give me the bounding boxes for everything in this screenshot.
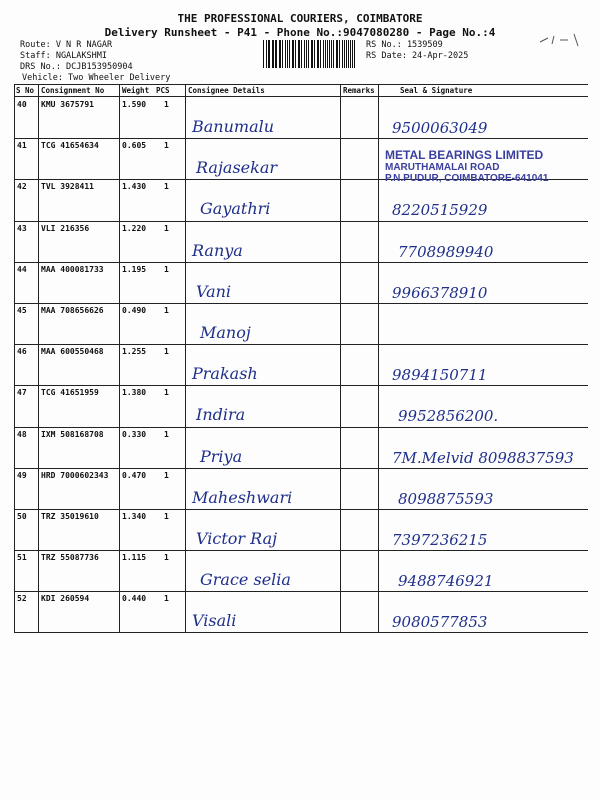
barcode-bar	[293, 40, 294, 68]
row-sno: 48	[17, 429, 27, 439]
barcode-bar	[299, 40, 300, 68]
row-consignee-handwritten: Manoj	[200, 323, 251, 342]
barcode-bar	[312, 40, 313, 68]
barcode-bar	[333, 40, 334, 68]
barcode-bar	[304, 40, 305, 68]
row-consignment-no: IXM 508168708	[41, 429, 104, 439]
table-bottom-border	[14, 632, 588, 633]
barcode-bar	[318, 40, 319, 68]
drs-label: DRS No.: DCJB153950904	[20, 62, 133, 72]
row-consignment-no: KMU 3675791	[41, 100, 94, 109]
row-pcs: 1	[164, 141, 169, 151]
barcode-bar	[348, 40, 349, 68]
row-consignee-handwritten: Visali	[192, 611, 237, 631]
barcode-bar	[275, 40, 276, 68]
row-signature-handwritten: 9952856200.	[398, 407, 499, 426]
row-divider	[14, 221, 588, 222]
barcode-bar	[295, 40, 296, 68]
barcode-bar	[311, 40, 312, 68]
staff-label: Staff: NGALAKSHMI	[20, 51, 107, 61]
barcode-bar	[269, 40, 270, 68]
row-consignee-handwritten: Indira	[196, 405, 246, 425]
row-sno: 51	[17, 553, 27, 563]
barcode-bar	[276, 40, 277, 68]
row-signature-handwritten: 9894150711	[392, 366, 488, 385]
row-weight: 0.605	[122, 141, 147, 151]
row-weight: 1.115	[122, 553, 147, 563]
barcode-bar	[331, 40, 332, 68]
row-signature-handwritten: 9488746921	[398, 572, 494, 591]
row-consignment-no: TCG 41654634	[41, 141, 99, 151]
row-sno: 44	[17, 264, 27, 274]
barcode-bar	[279, 40, 280, 68]
row-pcs: 1	[164, 223, 169, 233]
barcode-bar	[336, 40, 337, 68]
row-pcs: 1	[164, 100, 169, 109]
barcode-bar	[317, 40, 318, 68]
barcode-bar	[314, 40, 315, 68]
stamp-line-2: MARUTHAMALAI ROAD	[385, 162, 500, 173]
row-sno: 41	[17, 141, 27, 151]
row-weight: 1.195	[122, 264, 147, 274]
row-weight: 1.380	[122, 388, 147, 398]
barcode-bar	[354, 40, 355, 68]
row-sno: 40	[17, 100, 27, 109]
row-consignee-handwritten: Victor Raj	[196, 529, 278, 548]
row-signature-handwritten: 7708989940	[398, 242, 494, 261]
corner-scribble-icon	[538, 30, 588, 50]
vehicle-label: Vehicle: Two Wheeler Delivery	[22, 73, 171, 83]
row-consignee-handwritten: Banumalu	[192, 117, 275, 136]
row-pcs: 1	[164, 388, 169, 398]
runsheet-title: THE PROFESSIONAL COURIERS, COIMBATORE	[177, 12, 423, 25]
barcode-bar	[339, 40, 341, 68]
row-consignment-no: KDI 260594	[41, 594, 90, 604]
row-weight: 1.220	[122, 223, 147, 233]
row-sno: 49	[17, 470, 27, 480]
barcode-bar	[289, 40, 290, 68]
runsheet-subtitle: Delivery Runsheet - P41 - Phone No.:9047080280 - Page No.:4	[104, 26, 496, 39]
row-weight: 1.430	[122, 182, 147, 192]
row-divider	[14, 262, 588, 263]
row-divider	[14, 303, 588, 304]
col-header-seal: Seal & Signature	[400, 86, 473, 95]
row-divider	[14, 385, 588, 386]
row-divider	[14, 427, 588, 428]
row-weight: 0.490	[122, 306, 147, 315]
row-pcs: 1	[164, 264, 169, 274]
barcode-bar	[350, 40, 351, 68]
row-divider	[14, 344, 588, 345]
row-sno: 50	[17, 512, 27, 521]
row-signature-handwritten: 9500063049	[392, 119, 488, 137]
row-consignment-no: VLI 216356	[41, 223, 90, 233]
row-consignment-no: TRZ 55087736	[41, 553, 99, 563]
row-signature-handwritten: 8220515929	[392, 201, 488, 220]
row-consignment-no: TRZ 35019610	[41, 512, 99, 521]
barcode-bar	[337, 40, 338, 68]
row-sno: 42	[17, 182, 27, 192]
header-bottom-border	[14, 96, 588, 97]
row-consignment-no: HRD 7000602343	[41, 470, 109, 480]
col-header-consignment: Consignment No	[41, 86, 105, 95]
row-divider	[14, 591, 588, 592]
barcode-bar	[320, 40, 322, 68]
barcode-bar	[306, 40, 308, 68]
barcode-bar	[268, 40, 269, 68]
row-weight: 0.440	[122, 594, 147, 604]
row-pcs: 1	[164, 553, 169, 563]
row-divider	[14, 550, 588, 551]
row-consignment-no: TCG 41651959	[41, 388, 99, 398]
row-consignment-no: MAA 708656626	[41, 306, 104, 315]
row-divider	[14, 509, 588, 510]
barcode-bar	[325, 40, 326, 68]
row-weight: 1.590	[122, 100, 147, 109]
stamp-line-3: P.N.PUDUR, COIMBATORE-641041	[385, 173, 549, 184]
row-pcs: 1	[164, 306, 169, 315]
row-pcs: 1	[164, 182, 169, 192]
barcode-bar	[292, 40, 293, 68]
row-consignee-handwritten: Grace selia	[200, 570, 291, 590]
rs-no-label: RS No.: 1539509	[366, 40, 443, 50]
row-consignee-handwritten: Priya	[200, 446, 243, 466]
row-signature-handwritten: 7M.Melvid 8098837593	[392, 448, 574, 467]
barcode-bar	[346, 40, 347, 68]
col-header-sno: S No	[16, 86, 35, 95]
row-sno: 46	[17, 347, 27, 357]
row-consignee-handwritten: Gayathri	[200, 199, 271, 219]
barcode-bar	[352, 40, 353, 68]
barcode-bar	[285, 40, 286, 68]
row-pcs: 1	[164, 429, 169, 439]
row-weight: 0.470	[122, 470, 147, 480]
row-divider	[14, 468, 588, 469]
row-signature-handwritten: 9080577853	[392, 613, 488, 632]
barcode-bar	[298, 40, 299, 68]
row-consignee-handwritten: Vani	[196, 281, 232, 301]
row-signature-handwritten: 9966378910	[392, 283, 488, 302]
row-sno: 47	[17, 388, 27, 398]
col-header-consignee: Consignee Details	[188, 86, 265, 95]
row-consignee-handwritten: Ranya	[192, 240, 243, 260]
barcode-bar	[272, 40, 274, 68]
row-consignee-handwritten: Maheshwari	[192, 487, 293, 507]
row-sno: 43	[17, 223, 27, 233]
row-consignment-no: MAA 400081733	[41, 264, 104, 274]
row-pcs: 1	[164, 347, 169, 357]
barcode-bar	[342, 40, 343, 68]
row-consignment-no: TVL 3928411	[41, 182, 94, 192]
barcode-bar	[263, 40, 264, 68]
barcode-bar	[344, 40, 345, 68]
rs-date-label: RS Date: 24-Apr-2025	[366, 51, 469, 61]
barcode-bar	[301, 40, 302, 68]
row-weight: 1.255	[122, 347, 147, 357]
barcode-bar	[266, 40, 267, 68]
row-weight: 0.330	[122, 429, 147, 439]
route-label: Route: V N R NAGAR	[20, 40, 113, 50]
row-signature-handwritten: 7397236215	[392, 531, 488, 549]
row-pcs: 1	[164, 512, 169, 521]
stamp-line-1: METAL BEARINGS LIMITED	[385, 148, 544, 162]
barcode-bar	[327, 40, 328, 68]
row-divider	[14, 138, 588, 139]
col-header-pcs: PCS	[156, 86, 170, 95]
barcode-bar	[308, 40, 309, 68]
barcode-bar	[282, 40, 283, 68]
row-signature-handwritten: 8098875593	[398, 489, 494, 508]
col-header-weight: Weight	[122, 86, 150, 95]
row-sno: 52	[17, 594, 27, 604]
table-top-border	[14, 84, 588, 85]
col-header-remarks: Remarks	[343, 86, 375, 95]
barcode	[263, 40, 356, 68]
row-pcs: 1	[164, 470, 169, 480]
row-weight: 1.340	[122, 512, 147, 521]
row-sno: 45	[17, 306, 27, 315]
barcode-bar	[323, 40, 324, 68]
company-stamp	[385, 148, 575, 184]
row-pcs: 1	[164, 594, 169, 604]
row-consignee-handwritten: Rajasekar	[196, 158, 278, 178]
barcode-bar	[280, 40, 281, 68]
row-consignee-handwritten: Prakash	[192, 364, 258, 384]
barcode-bar	[287, 40, 289, 68]
row-consignment-no: MAA 600550468	[41, 347, 104, 357]
barcode-bar	[329, 40, 330, 68]
